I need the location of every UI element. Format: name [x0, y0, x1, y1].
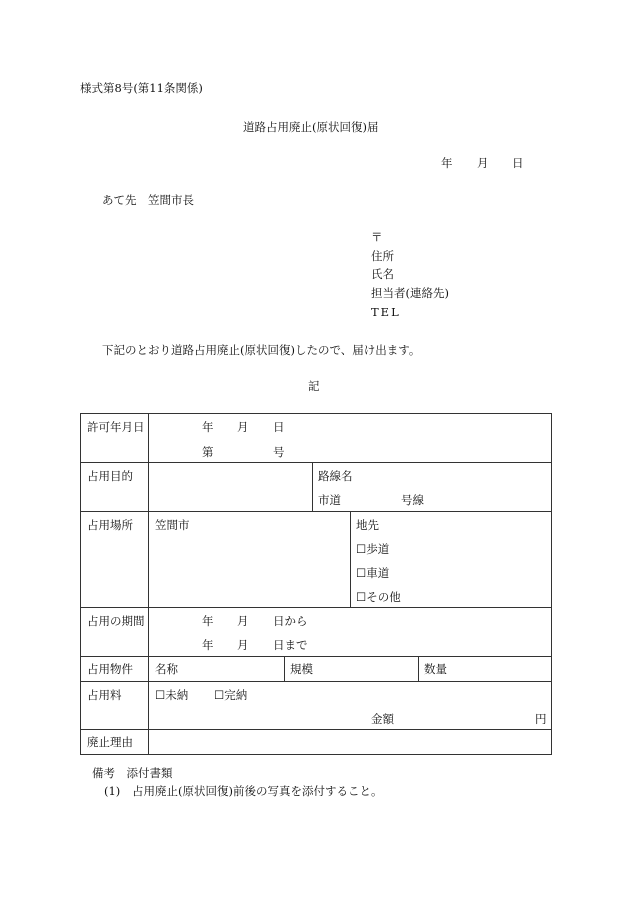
- row-permit-date: [81, 414, 552, 463]
- row-period: [81, 608, 552, 657]
- permit-date-label-cell: [81, 414, 149, 463]
- option-roadway: ☐車道: [356, 566, 390, 580]
- period-to-year: 年: [202, 638, 214, 652]
- fee-label: 占用料: [87, 688, 122, 702]
- fee-label-cell: [81, 682, 149, 730]
- object-divider-1: [284, 657, 285, 682]
- date-year: 年: [441, 156, 453, 170]
- date-month: 月: [477, 156, 489, 170]
- period-from-month: 月: [237, 614, 249, 628]
- row-reason: [81, 730, 552, 755]
- fee-paid: ☐完納: [214, 688, 248, 702]
- form-table: [80, 413, 552, 755]
- row-purpose: [81, 463, 552, 512]
- object-name: 名称: [155, 662, 178, 676]
- route-number: 号線: [401, 493, 424, 507]
- row-fee: [81, 682, 552, 730]
- purpose-divider: [312, 463, 313, 512]
- ki-label: 記: [308, 379, 320, 393]
- place-value-cell: [149, 512, 552, 608]
- row-place: [81, 512, 552, 608]
- place-label-cell: [81, 512, 149, 608]
- object-value-cell: [149, 657, 552, 682]
- tel-label: TEL: [371, 305, 401, 319]
- object-label: 占用物件: [87, 662, 133, 676]
- row-object: [81, 657, 552, 682]
- contact-label: 担当者(連絡先): [371, 286, 449, 300]
- fee-yen: 円: [535, 712, 547, 726]
- permit-day: 日: [273, 420, 285, 434]
- purpose-label: 占用目的: [87, 469, 133, 483]
- route-label: 路線名: [318, 469, 353, 483]
- address-label: 住所: [371, 249, 394, 263]
- period-to-month: 月: [237, 638, 249, 652]
- period-from-year: 年: [202, 614, 214, 628]
- postal-mark: 〒: [371, 230, 383, 244]
- name-label: 氏名: [371, 267, 394, 281]
- reason-value-cell: [149, 730, 552, 755]
- period-label: 占用の期間: [87, 614, 145, 628]
- notes-item-number: (1): [104, 784, 121, 798]
- period-value-cell: [149, 608, 552, 657]
- object-scale: 規模: [290, 662, 313, 676]
- city-road: 市道: [318, 493, 341, 507]
- fee-amount-label: 金額: [371, 712, 394, 726]
- place-divider: [350, 512, 351, 608]
- option-sidewalk: ☐歩道: [356, 542, 390, 556]
- notes-item-text: 占用廃止(原状回復)前後の写真を添付すること。: [132, 784, 383, 798]
- purpose-value-cell: [149, 463, 552, 512]
- reason-label: 廃止理由: [87, 735, 133, 749]
- place-label: 占用場所: [87, 518, 133, 532]
- form-number: 様式第8号(第11条関係): [80, 81, 203, 95]
- object-divider-2: [418, 657, 419, 682]
- permit-year: 年: [202, 420, 214, 434]
- period-from: 日から: [273, 614, 308, 628]
- place-chisaki: 地先: [356, 518, 379, 532]
- reason-label-cell: [81, 730, 149, 755]
- permit-month: 月: [237, 420, 249, 434]
- purpose-label-cell: [81, 463, 149, 512]
- addressee: あて先 笠間市長: [102, 193, 194, 207]
- date-day: 日: [512, 156, 524, 170]
- object-label-cell: [81, 657, 149, 682]
- document-title: 道路占用廃止(原状回復)届: [243, 120, 379, 134]
- permit-date-label: 許可年月日: [87, 420, 145, 434]
- statement: 下記のとおり道路占用廃止(原状回復)したので、届け出ます。: [102, 343, 421, 357]
- fee-value-cell: [149, 682, 552, 730]
- notes-heading: 備考 添付書類: [92, 766, 173, 780]
- period-to: 日まで: [273, 638, 308, 652]
- permit-date-value-cell: [149, 414, 552, 463]
- period-label-cell: [81, 608, 149, 657]
- object-quantity: 数量: [424, 662, 447, 676]
- permit-go: 号: [273, 445, 285, 459]
- fee-unpaid: ☐未納: [155, 688, 189, 702]
- place-city: 笠間市: [155, 518, 190, 532]
- option-other: ☐その他: [356, 590, 401, 604]
- permit-dai: 第: [202, 445, 214, 459]
